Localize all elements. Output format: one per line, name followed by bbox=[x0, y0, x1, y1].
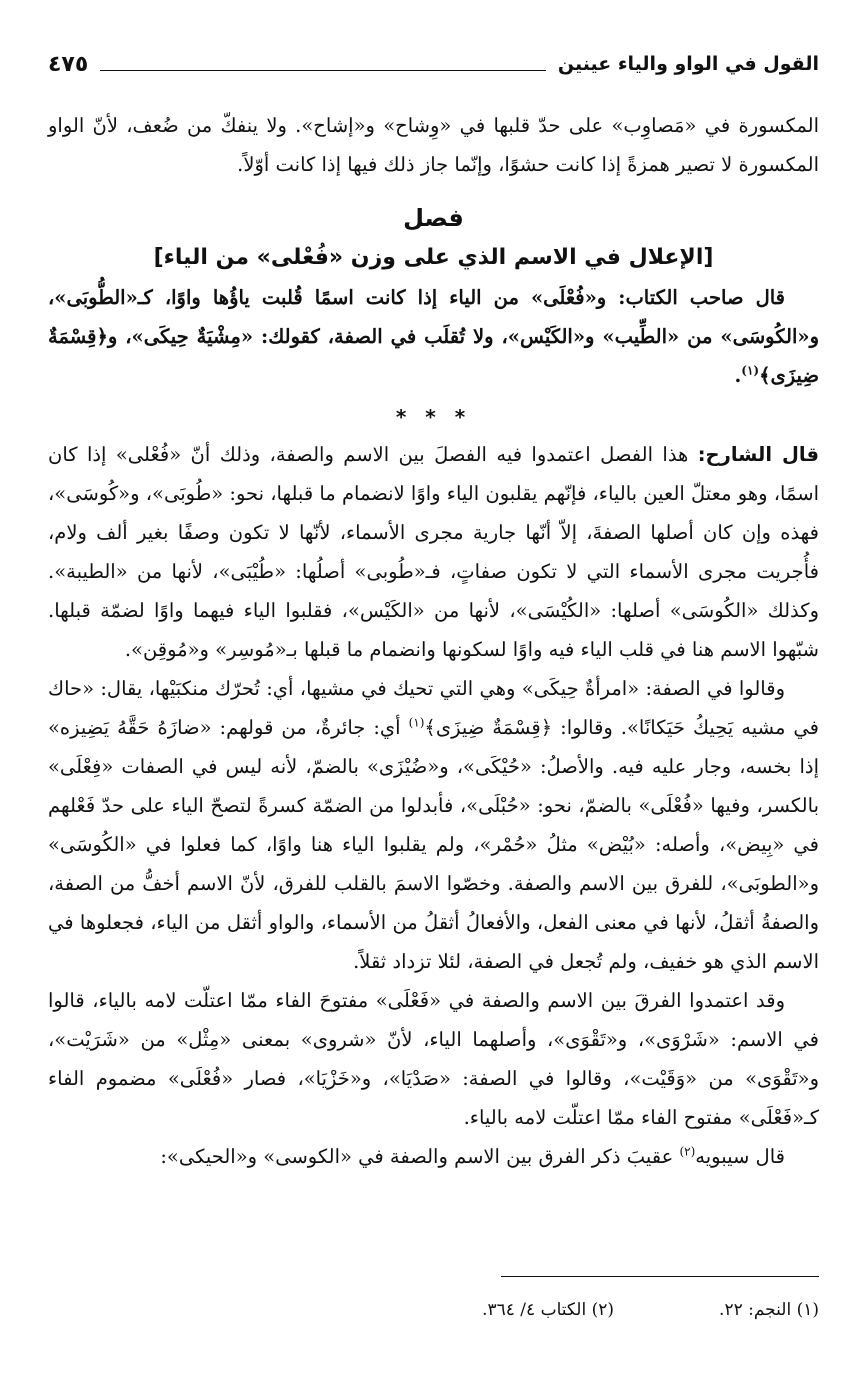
intro-paragraph: المكسورة في «مَصاوِب» على حدّ قلبها في «وِشاح» و«إشاح». ولا ينفكّ من ضُعف، لأنّ الواو المكسورة لا تصير همزةً إذا كانت حشوًا، وإنّما جاز ذلك فيها إذا كانت أوّلاً. bbox=[48, 114, 819, 176]
section-subtitle: [الإعلال في الاسم الذي على وزن «فُعْلى» من الياء] bbox=[153, 245, 714, 270]
matn-paragraph bbox=[48, 278, 819, 395]
section-separator: * * * bbox=[395, 405, 472, 429]
running-title: القول في الواو والياء عينين bbox=[557, 53, 819, 75]
sharh-paragraph-4 bbox=[48, 1137, 819, 1176]
sharh-paragraph-2 bbox=[48, 669, 819, 981]
sharh-paragraph-1 bbox=[48, 435, 819, 669]
page-header bbox=[48, 44, 819, 84]
sharh-paragraph-2-part2: أي: جائرةٌ، من قولهم: «ضازَهُ حَقَّهُ يَضِيزه» إذا بخسه، وجار عليه فيه. والأصلُ: «حُيْكَى»، و«ضُيْزَى» بالضمّ، لأنه ليس في الصفات «فِعْلَى» بالكسر، وفيها «فُعْلَى» بالضمّ، نحو: «حُبْلَى»، فأبدلوا من الضمّة كسرةً لتصحّ الياء على حدّ فَعْلهم في «بِيض»، وأصله: «بُيْض» مثلُ «حُمْر»، ولم يقلبوا الياء هنا واوًا، كما فعلوا في «الكُوسَى» و«الطوبَى»، للفرق بين الاسم والصفة. وخصّوا الاسمَ بالقلب للفرق، لأنّ الاسم أخفُّ من الصفة، والصفةُ أثقلُ، لأنها في معنى الفعل، والأفعالُ أثقلُ من الأسماء، والواو أثقل من الياء، فجعلوها في الاسم الذي هو خفيف، ولم تُجعل في الصفة، لئلا تزداد ثقلاً. bbox=[48, 716, 819, 973]
sharh-paragraph-1-text: هذا الفصل اعتمدوا فيه الفصلَ بين الاسم والصفة، وذلك أنّ «فُعْلى» إذا كان اسمًا، وهو معتلّ العين بالياء، فإنّهم يقلبون الياء واوًا لانضمام ما قبلها، نحو: «طُوبَى»، و«كُوسَى»، فهذه وإن كان أصلها الصفةَ، إلاّ أنّها جارية مجرى الأسماء، لأنّها لا تكون وصفًا بغير ألف ولام، فأُجريت مجرى الأسماء التي لا تكون صفاتٍ، فـ«طُوبى» أصلُها: «طُيْبَى»، لأنها من «الطيبة». وكذلك «الكُوسَى» أصلها: «الكُيْسَى»، لأنها من «الكَيْس»، فقلبوا الياء فيهما واوًا لضمّة قبلها. شبّهوا الاسم هنا في قلب الياء فيه واوًا لسكونها وانضمام ما قبلها بـ«مُوسِر» و«مُوقِن». bbox=[48, 443, 819, 661]
footnote-ref-1b: (١) bbox=[408, 715, 425, 730]
footnote-2: (٢) الكتاب ٤/ ٣٦٤. bbox=[482, 1300, 614, 1320]
header-rule bbox=[100, 70, 546, 71]
sharh-lead: قال الشارح: bbox=[697, 443, 819, 466]
footnote-ref-2: (٢) bbox=[679, 1144, 696, 1159]
matn-end: . bbox=[734, 364, 742, 387]
page-number: ٤٧٥ bbox=[48, 51, 89, 77]
matn-text: قال صاحب الكتاب: و«فُعْلَى» من الياء إذا كانت اسمًا قُلبت ياؤُها واوًا، كـ«الطُّوبَى»، و«الكُوسَى» من «الطِّيب» و«الكَيْس»، ولا تُقلَب في الصفة، كقولك: «مِشْيَةٌ حِيكَى»، و﴿قِسْمَةٌ ضِيزَى﴾ bbox=[48, 286, 819, 387]
sharh-paragraph-3: وقد اعتمدوا الفرقَ بين الاسم والصفة في «فَعْلَى» مفتوحَ الفاء ممّا اعتلّت لامه بالياء، قالوا في الاسم: «شَرْوَى»، و«تَقْوَى»، وأصلهما الياء، لأنّ «شروى» بمعنى «مِثْل» من «شَرَيْت»، و«تَقْوَى» من «وَقَيْت»، وقالوا في الصفة: «صَدْيَا»، و«خَزْيَا»، فصار «فُعْلَى» مضموم الفاء كـ«فَعْلَى» مفتوح الفاء ممّا اعتلّت لامه بالياء. bbox=[48, 989, 819, 1129]
footnote-rule bbox=[501, 1276, 819, 1277]
sharh-paragraph-4-part2: عقيبَ ذكر الفرق بين الاسم والصفة في «الكوسى» و«الحيكى»: bbox=[160, 1145, 680, 1168]
footnote-ref-1: (١) bbox=[741, 363, 760, 378]
footnote-1: (١) النجم: ٢٢. bbox=[719, 1300, 819, 1320]
sharh-paragraph-4-part1: قال سيبويه bbox=[695, 1145, 785, 1168]
sharh-paragraph-2-part1: وقالوا في الصفة: «امرأةٌ حِيكَى» وهي التي تحيك في مشيها، أي: تُحرّك منكبَيْها، يقال: «حاك في مشيه يَحِيكُ حَيَكانًا». وقالوا: ﴿قِسْمَةٌ ضِيزَى﴾ bbox=[48, 677, 819, 739]
section-title: فصل bbox=[403, 204, 464, 232]
footnotes bbox=[48, 1296, 819, 1324]
